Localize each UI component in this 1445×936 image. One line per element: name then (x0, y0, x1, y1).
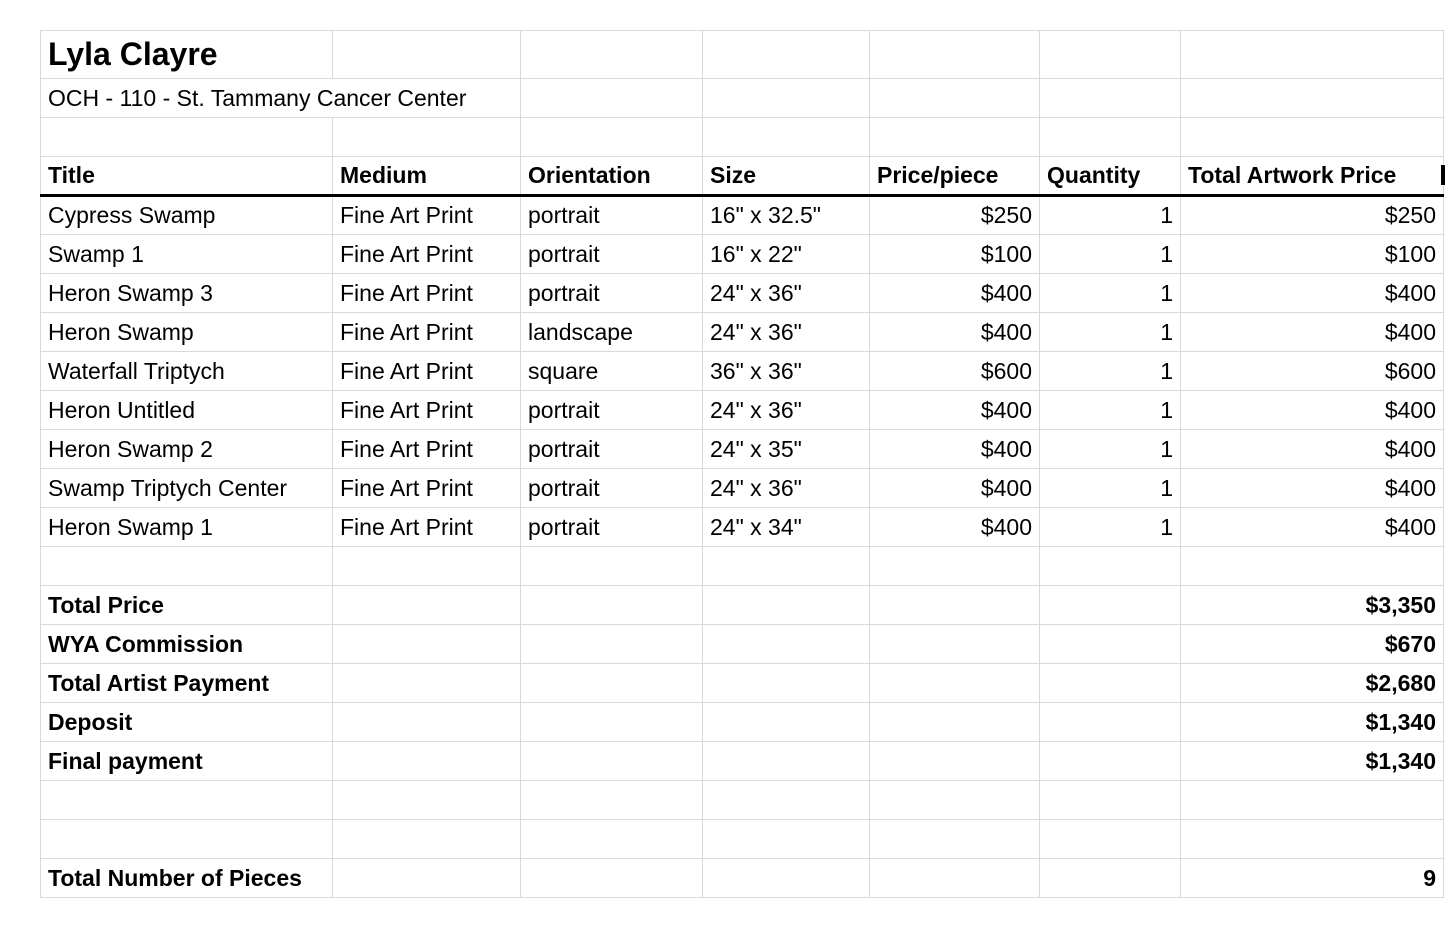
cell-orientation[interactable]: portrait (521, 274, 703, 313)
summary-row (41, 703, 1444, 742)
summary-value[interactable]: $3,350 (1181, 586, 1444, 625)
empty-cell[interactable] (1181, 547, 1444, 586)
empty-cell[interactable] (703, 742, 870, 781)
cell-orientation[interactable]: portrait (521, 196, 703, 235)
cell-size[interactable]: 24" x 36" (703, 313, 870, 352)
cropped-cell-edge (1441, 165, 1445, 185)
cell-title[interactable]: Heron Swamp 2 (41, 430, 333, 469)
empty-cell[interactable] (333, 31, 521, 79)
summary-label[interactable]: Total Price (41, 586, 333, 625)
subtitle-row (41, 79, 1444, 118)
cell-title[interactable]: Heron Swamp 3 (41, 274, 333, 313)
column-header-medium[interactable]: Medium (333, 157, 521, 196)
cell-quantity[interactable]: 1 (1040, 352, 1181, 391)
table-row (41, 391, 1444, 430)
summary-row (41, 742, 1444, 781)
empty-cell[interactable] (521, 820, 703, 859)
cell-medium[interactable]: Fine Art Print (333, 508, 521, 547)
blank-row (41, 781, 1444, 820)
title-row (41, 31, 1444, 79)
pieces-value[interactable]: 9 (1181, 859, 1444, 898)
cell-size[interactable]: 24" x 36" (703, 469, 870, 508)
cell-medium[interactable]: Fine Art Print (333, 196, 521, 235)
cell-price-per-piece[interactable]: $400 (870, 274, 1040, 313)
empty-cell[interactable] (870, 859, 1040, 898)
empty-cell[interactable] (521, 79, 703, 118)
empty-cell[interactable] (333, 820, 521, 859)
cell-price-per-piece[interactable]: $250 (870, 196, 1040, 235)
empty-cell[interactable] (521, 586, 703, 625)
empty-cell[interactable] (703, 859, 870, 898)
empty-cell[interactable] (521, 664, 703, 703)
header-row (41, 157, 1444, 196)
empty-cell[interactable] (333, 781, 521, 820)
empty-cell[interactable] (333, 625, 521, 664)
cell-total-artwork-price[interactable]: $250 (1181, 196, 1444, 235)
cell-medium[interactable]: Fine Art Print (333, 274, 521, 313)
summary-label[interactable]: Final payment (41, 742, 333, 781)
empty-cell[interactable] (870, 703, 1040, 742)
empty-cell[interactable] (41, 820, 333, 859)
empty-cell[interactable] (1040, 118, 1181, 157)
cell-quantity[interactable]: 1 (1040, 469, 1181, 508)
cell-orientation[interactable]: landscape (521, 313, 703, 352)
empty-cell[interactable] (703, 625, 870, 664)
cell-size[interactable]: 16" x 22" (703, 235, 870, 274)
empty-cell[interactable] (870, 79, 1040, 118)
empty-cell[interactable] (521, 31, 703, 79)
column-header-size[interactable]: Size (703, 157, 870, 196)
cell-title[interactable]: Heron Untitled (41, 391, 333, 430)
empty-cell[interactable] (703, 79, 870, 118)
empty-cell[interactable] (1181, 820, 1444, 859)
table-row (41, 274, 1444, 313)
empty-cell[interactable] (703, 781, 870, 820)
cell-price-per-piece[interactable]: $400 (870, 391, 1040, 430)
empty-cell[interactable] (333, 664, 521, 703)
blank-row (41, 820, 1444, 859)
empty-cell[interactable] (521, 625, 703, 664)
table-row (41, 196, 1444, 235)
cell-medium[interactable]: Fine Art Print (333, 469, 521, 508)
empty-cell[interactable] (1040, 859, 1181, 898)
empty-cell[interactable] (333, 118, 521, 157)
empty-cell[interactable] (521, 547, 703, 586)
empty-cell[interactable] (870, 820, 1040, 859)
empty-cell[interactable] (703, 547, 870, 586)
empty-cell[interactable] (333, 547, 521, 586)
column-header-title[interactable]: Title (41, 157, 333, 196)
blank-row (41, 547, 1444, 586)
empty-cell[interactable] (333, 742, 521, 781)
summary-label[interactable]: WYA Commission (41, 625, 333, 664)
empty-cell[interactable] (1040, 781, 1181, 820)
cell-quantity[interactable]: 1 (1040, 508, 1181, 547)
cell-title[interactable]: Cypress Swamp (41, 196, 333, 235)
summary-value[interactable]: $1,340 (1181, 703, 1444, 742)
cell-total-artwork-price[interactable]: $400 (1181, 430, 1444, 469)
cell-title[interactable]: Heron Swamp (41, 313, 333, 352)
empty-cell[interactable] (1181, 781, 1444, 820)
empty-cell[interactable] (870, 742, 1040, 781)
empty-cell[interactable] (1040, 625, 1181, 664)
empty-cell[interactable] (1040, 31, 1181, 79)
cell-price-per-piece[interactable]: $400 (870, 313, 1040, 352)
cell-medium[interactable]: Fine Art Print (333, 430, 521, 469)
empty-cell[interactable] (333, 859, 521, 898)
empty-cell[interactable] (1181, 79, 1444, 118)
column-header-total-artwork-price[interactable]: Total Artwork Price (1181, 157, 1444, 196)
cell-title[interactable]: Swamp Triptych Center (41, 469, 333, 508)
cell-quantity[interactable]: 1 (1040, 430, 1181, 469)
empty-cell[interactable] (703, 664, 870, 703)
empty-cell[interactable] (1181, 31, 1444, 79)
empty-cell[interactable] (521, 742, 703, 781)
table-row (41, 352, 1444, 391)
empty-cell[interactable] (870, 547, 1040, 586)
empty-cell[interactable] (870, 31, 1040, 79)
summary-row (41, 586, 1444, 625)
empty-cell[interactable] (521, 781, 703, 820)
empty-cell[interactable] (1040, 547, 1181, 586)
empty-cell[interactable] (41, 547, 333, 586)
empty-cell[interactable] (870, 781, 1040, 820)
cell-title[interactable]: Heron Swamp 1 (41, 508, 333, 547)
cell-total-artwork-price[interactable]: $600 (1181, 352, 1444, 391)
table-row (41, 508, 1444, 547)
cell-size[interactable]: 24" x 36" (703, 274, 870, 313)
spreadsheet-grid (40, 30, 1444, 898)
pieces-label[interactable]: Total Number of Pieces (41, 859, 333, 898)
cell-orientation[interactable]: portrait (521, 508, 703, 547)
cell-quantity[interactable]: 1 (1040, 274, 1181, 313)
cell-total-artwork-price[interactable]: $400 (1181, 274, 1444, 313)
empty-cell[interactable] (703, 586, 870, 625)
empty-cell[interactable] (41, 118, 333, 157)
empty-cell[interactable] (1040, 79, 1181, 118)
sheet-subtitle[interactable]: OCH - 110 - St. Tammany Cancer Center (41, 79, 521, 118)
cell-medium[interactable]: Fine Art Print (333, 391, 521, 430)
summary-value[interactable]: $1,340 (1181, 742, 1444, 781)
cell-quantity[interactable]: 1 (1040, 313, 1181, 352)
cell-orientation[interactable]: square (521, 352, 703, 391)
empty-cell[interactable] (1040, 742, 1181, 781)
cell-medium[interactable]: Fine Art Print (333, 352, 521, 391)
cell-price-per-piece[interactable]: $400 (870, 430, 1040, 469)
empty-cell[interactable] (870, 664, 1040, 703)
column-header-orientation[interactable]: Orientation (521, 157, 703, 196)
cell-price-per-piece[interactable]: $100 (870, 235, 1040, 274)
cell-size[interactable]: 24" x 36" (703, 391, 870, 430)
empty-cell[interactable] (521, 859, 703, 898)
empty-cell[interactable] (41, 781, 333, 820)
cell-size[interactable]: 24" x 35" (703, 430, 870, 469)
empty-cell[interactable] (333, 703, 521, 742)
cell-quantity[interactable]: 1 (1040, 196, 1181, 235)
summary-row (41, 664, 1444, 703)
empty-cell[interactable] (870, 586, 1040, 625)
summary-label[interactable]: Total Artist Payment (41, 664, 333, 703)
empty-cell[interactable] (521, 703, 703, 742)
empty-cell[interactable] (703, 820, 870, 859)
empty-cell[interactable] (870, 625, 1040, 664)
empty-cell[interactable] (1181, 118, 1444, 157)
cell-size[interactable]: 16" x 32.5" (703, 196, 870, 235)
table-row (41, 313, 1444, 352)
cell-orientation[interactable]: portrait (521, 469, 703, 508)
cell-total-artwork-price[interactable]: $400 (1181, 391, 1444, 430)
empty-cell[interactable] (333, 586, 521, 625)
empty-cell[interactable] (521, 118, 703, 157)
blank-row (41, 118, 1444, 157)
summary-value[interactable]: $670 (1181, 625, 1444, 664)
cell-price-per-piece[interactable]: $400 (870, 469, 1040, 508)
empty-cell[interactable] (703, 118, 870, 157)
cell-medium[interactable]: Fine Art Print (333, 313, 521, 352)
cell-total-artwork-price[interactable]: $400 (1181, 313, 1444, 352)
pieces-row (41, 859, 1444, 898)
column-header-quantity[interactable]: Quantity (1040, 157, 1181, 196)
cell-orientation[interactable]: portrait (521, 391, 703, 430)
cell-quantity[interactable]: 1 (1040, 235, 1181, 274)
cell-title[interactable]: Waterfall Triptych (41, 352, 333, 391)
table-row (41, 430, 1444, 469)
cell-total-artwork-price[interactable]: $100 (1181, 235, 1444, 274)
table-row (41, 235, 1444, 274)
column-header-price-per-piece[interactable]: Price/piece (870, 157, 1040, 196)
sheet-title[interactable]: Lyla Clayre (41, 31, 333, 79)
cell-title[interactable]: Swamp 1 (41, 235, 333, 274)
empty-cell[interactable] (1040, 664, 1181, 703)
summary-value[interactable]: $2,680 (1181, 664, 1444, 703)
empty-cell[interactable] (1040, 703, 1181, 742)
cell-orientation[interactable]: portrait (521, 430, 703, 469)
empty-cell[interactable] (703, 31, 870, 79)
cell-quantity[interactable]: 1 (1040, 391, 1181, 430)
cell-price-per-piece[interactable]: $400 (870, 508, 1040, 547)
cell-total-artwork-price[interactable]: $400 (1181, 469, 1444, 508)
cell-price-per-piece[interactable]: $600 (870, 352, 1040, 391)
table-row (41, 469, 1444, 508)
empty-cell[interactable] (870, 118, 1040, 157)
summary-row (41, 625, 1444, 664)
cell-size[interactable]: 24" x 34" (703, 508, 870, 547)
cell-medium[interactable]: Fine Art Print (333, 235, 521, 274)
empty-cell[interactable] (703, 703, 870, 742)
summary-label[interactable]: Deposit (41, 703, 333, 742)
empty-cell[interactable] (1040, 586, 1181, 625)
cell-total-artwork-price[interactable]: $400 (1181, 508, 1444, 547)
cell-size[interactable]: 36" x 36" (703, 352, 870, 391)
cell-orientation[interactable]: portrait (521, 235, 703, 274)
empty-cell[interactable] (1040, 820, 1181, 859)
